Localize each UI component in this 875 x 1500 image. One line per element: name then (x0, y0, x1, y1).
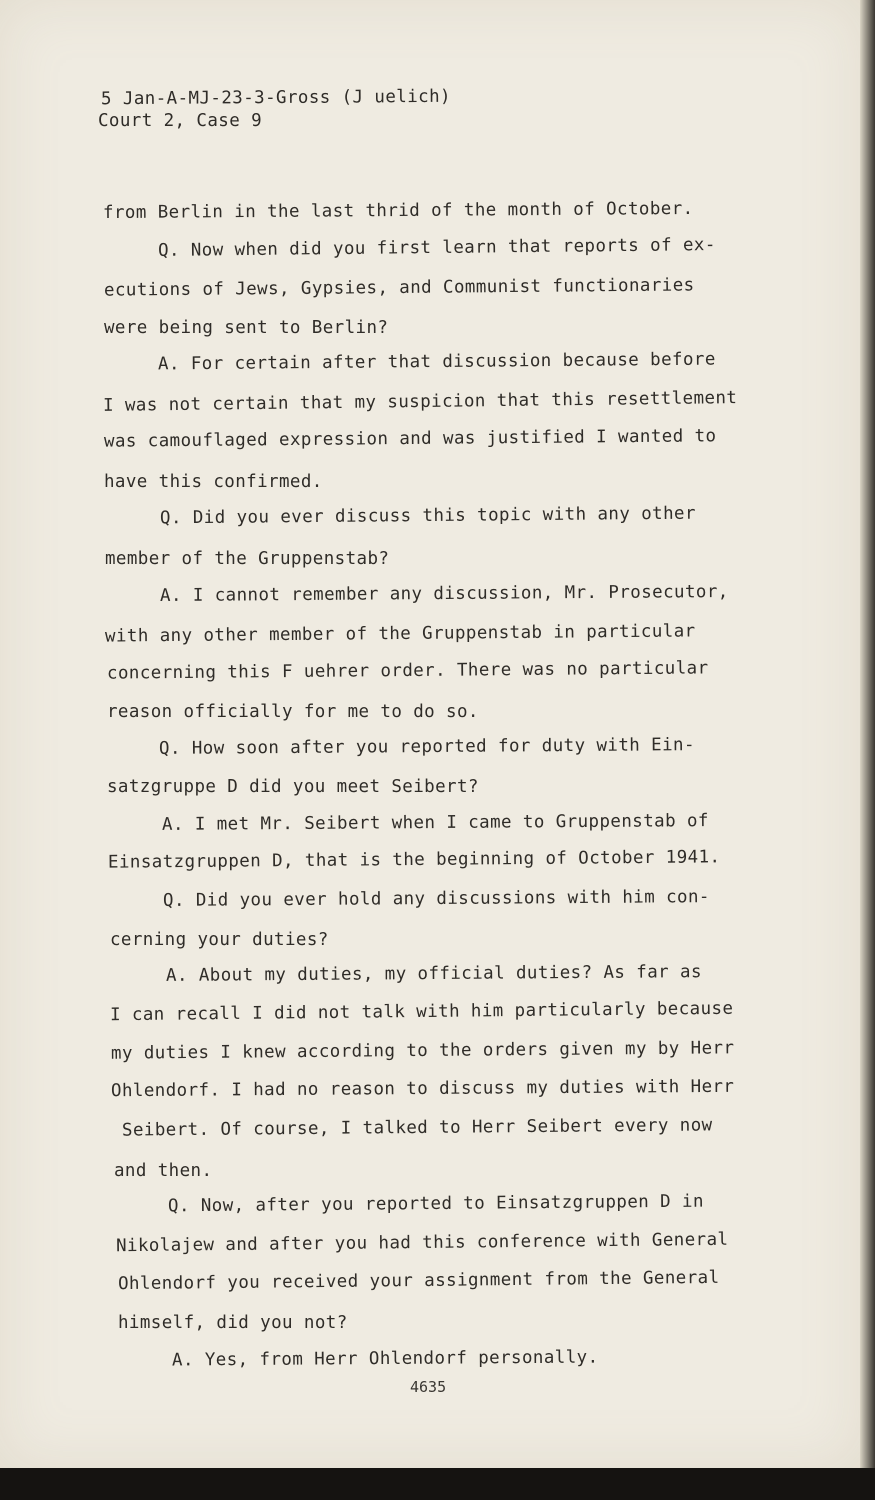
body-line: Einsatzgruppen D, that is the beginning of October 1941. (107, 847, 721, 873)
body-line: I can recall I did not talk with him particularly because (109, 998, 734, 1026)
body-line: A. About my duties, my official duties? As far as (165, 962, 702, 986)
body-line: Ohlendorf. I had no reason to discuss my duties with Herr (110, 1076, 735, 1102)
body-line: Seibert. Of course, I talked to Herr Seibert every now (121, 1115, 713, 1141)
body-line: I was not certain that my suspicion that this resettlement (102, 388, 738, 416)
body-line: A. Yes, from Herr Ohlendorf personally. (171, 1347, 599, 1371)
body-line: himself, did you not? (118, 1313, 348, 1333)
body-line: was camouflaged expression and was justified I wanted to (103, 426, 717, 452)
body-line: member of the Gruppenstab? (105, 549, 390, 569)
body-line: and then. (114, 1161, 213, 1181)
body-line: satzgruppe D did you meet Seibert? (107, 777, 479, 797)
body-line: concerning this F uehrer order. There was no particular (106, 658, 709, 684)
body-line: Q. Now, after you reported to Einsatzgruppen D in (167, 1191, 704, 1217)
scan-edge (860, 0, 875, 1468)
body-line: reason officially for me to do so. (107, 702, 479, 722)
header-case-reference: 5 Jan-A-MJ-23-3-Gross (J uelich) (100, 86, 452, 110)
body-line: my duties I knew according to the orders given my by Herr (110, 1038, 735, 1064)
body-line: Q. Did you ever discuss this topic with any other (159, 503, 696, 529)
body-line: with any other member of the Gruppenstab in particular (104, 621, 696, 647)
body-line: cerning your duties? (110, 930, 329, 950)
body-line: have this confirmed. (104, 472, 323, 492)
body-line: Q. Now when did you first learn that reports of ex- (157, 235, 716, 261)
body-line: were being sent to Berlin? (104, 318, 389, 338)
body-line: A. I cannot remember any discussion, Mr. Prosecutor, (159, 582, 729, 606)
page-number: 4635 (410, 1378, 447, 1396)
header-court-line: Court 2, Case 9 (98, 111, 263, 131)
body-line: Ohlendorf you received your assignment from the General (117, 1267, 720, 1295)
scan-border (0, 1468, 875, 1500)
body-line: A. For certain after that discussion because before (157, 349, 716, 375)
body-line: Q. Did you ever hold any discussions with him con- (162, 887, 710, 911)
body-line: Q. How soon after you reported for duty with Ein- (158, 735, 695, 759)
body-line: ecutions of Jews, Gypsies, and Communist functionaries (103, 275, 695, 301)
body-line: Nikolajew and after you had this conference with General (115, 1229, 729, 1257)
body-line: A. I met Mr. Seibert when I came to Gruppenstab of (161, 811, 709, 835)
body-line: from Berlin in the last thrid of the month of October. (102, 198, 694, 224)
